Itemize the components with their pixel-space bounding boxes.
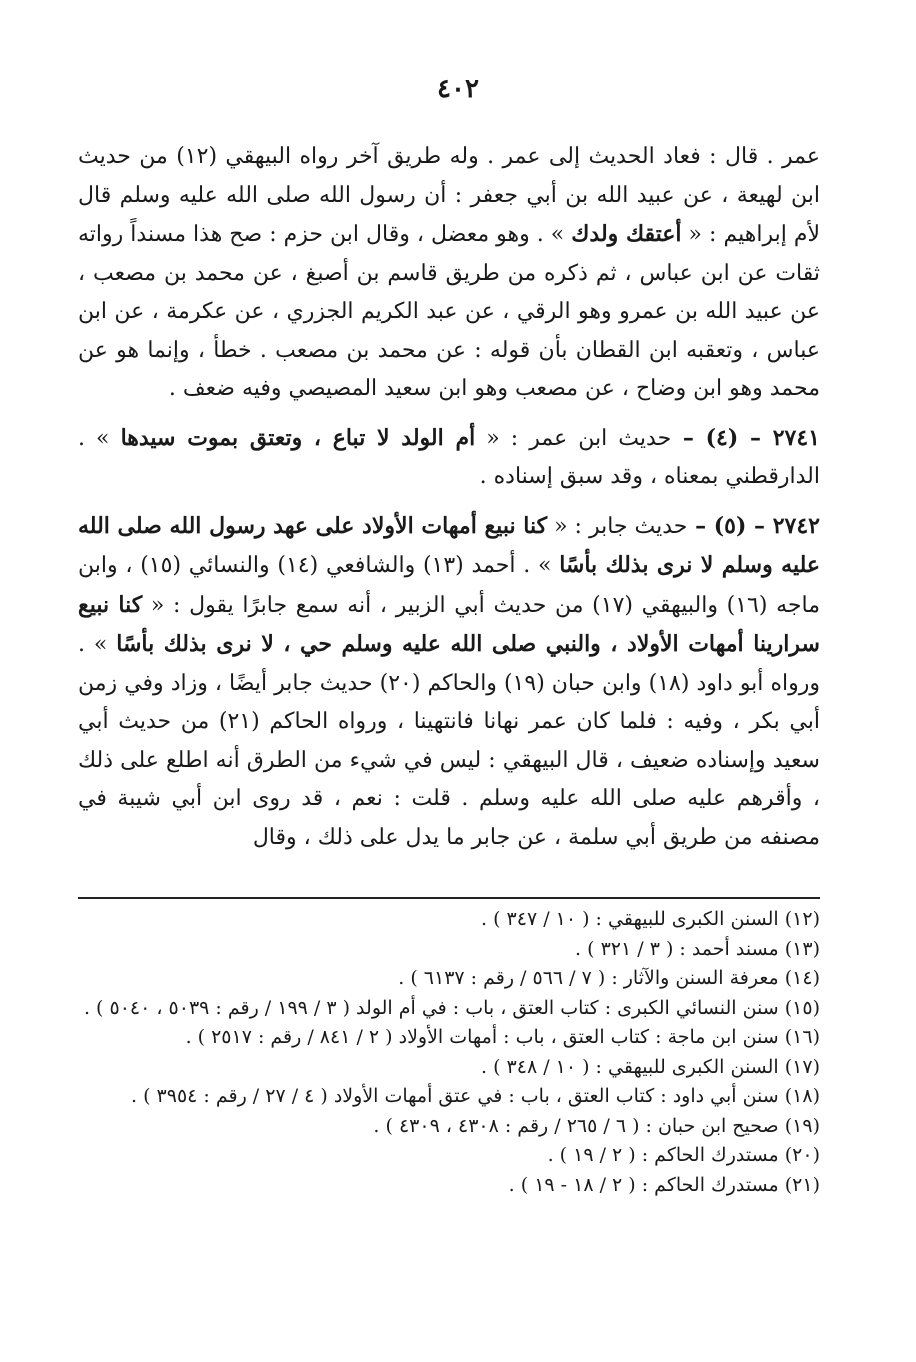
text-run: » . أحمد (١٣) والشافعي (١٤) والنسائي (١٥) ، وابن ماجه (١٦) والبيهقي (١٧) من حديث أبي الزبير ، أنه سمع جابرًا يقول : « — [78, 553, 820, 618]
footnote: (١٥) سنن النسائي الكبرى : كتاب العتق ، باب : في أم الولد ( ٣ / ١٩٩ / رقم : ٥٠٣٩ ، ٥٠٤٠ ) . — [83, 996, 820, 1019]
footnote: (٢١) مستدرك الحاكم : ( ٢ / ١٨ - ١٩ ) . — [508, 1173, 820, 1196]
text-run: عمر . قال : فعاد الحديث إلى عمر . وله طريق آخر رواه البيهقي (١٢) من حديث ابن لهيعة ، عن عبيد الله بن أبي جعفر : أن رسول الله صلى الله عليه وسلم قال لأم إبراهيم : « — [78, 144, 821, 247]
paragraph — [78, 419, 820, 497]
footnote: (١٨) سنن أبي داود : كتاب العتق ، باب : في عتق أمهات الأولاد ( ٤ / ٢٧ / رقم : ٣٩٥٤ ) . — [131, 1085, 820, 1107]
text-run: » . ورواه أبو داود (١٨) وابن حبان (١٩) والحاكم (٢٠) حديث جابر أيضًا ، وزاد وفي زمن أبي بكر ، وفيه : فلما كان عمر نهانا فانتهينا ، ورواه الحاكم (٢١) من حديث أبي سعيد وإسناده ضعيف ، قال البيهقي : ليس في شيء من الطرق أنه اطلع على ذلك ، وأقرهم عليه صلى الله عليه وسلم . قلت : نعم ، قد روى ابن أبي شيبة في مصنفه من طريق أبي سلمة ، عن جابر ما يدل على ذلك ، وقال — [78, 632, 820, 850]
main-text — [78, 138, 820, 867]
page-number: ٤٠٢ — [437, 74, 479, 104]
hadith-number: ٢٧٤٢ – (٥) – — [687, 512, 820, 539]
footnote: (١٤) معرفة السنن والآثار : ( ٧ / ٥٦٦ / رقم : ٦١٣٧ ) . — [398, 967, 820, 989]
hadith-quote: أم الولد لا تباع ، وتعتق بموت سيدها — [120, 424, 476, 451]
text-run: » . الدارقطني بمعناه ، وقد سبق إسناده . — [78, 425, 820, 489]
footnote-divider — [78, 897, 820, 899]
paragraph — [78, 138, 820, 409]
hadith-quote: كنا نبيع سرارينا أمهات الأولاد ، والنبي صلى الله عليه وسلم حي ، لا نرى بذلك بأسًا — [78, 591, 820, 657]
text-run: حديث جابر : « — [547, 513, 688, 539]
text-run: حديث ابن عمر : « — [475, 425, 672, 451]
footnote: (١٧) السنن الكبرى للبيهقي : ( ١٠ / ٣٤٨ ) . — [481, 1055, 820, 1078]
footnote: (١٦) سنن ابن ماجة : كتاب العتق ، باب : أمهات الأولاد ( ٢ / ٨٤١ / رقم : ٢٥١٧ ) . — [185, 1026, 820, 1048]
footnote: (٢٠) مستدرك الحاكم : ( ٢ / ١٩ ) . — [547, 1144, 820, 1166]
paragraph — [78, 507, 820, 858]
hadith-quote: أعتقك ولدك — [571, 221, 682, 247]
hadith-quote: كنا نبيع أمهات الأولاد على عهد رسول الله صلى الله عليه وسلم لا نرى بذلك بأسًا — [78, 512, 820, 578]
text-run: » . وهو معضل ، وقال ابن حزم : صح هذا مسنداً رواته ثقات عن ابن عباس ، ثم ذكره من طريق قاسم بن أصبغ ، عن محمد بن مصعب ، عن عبيد الله بن عمرو وهو الرقي ، عن عبد الكريم الجزري ، عن عكرمة ، عن ابن عباس ، وتعقبه ابن القطان بأن قوله : عن محمد بن مصعب . خطأ ، وإنما هو عن محمد وهو ابن وضاح ، عن مصعب وهو ابن سعيد المصيصي وفيه ضعف . — [78, 222, 820, 401]
footnotes — [78, 905, 820, 1200]
footnote: (١٢) السنن الكبرى للبيهقي : ( ١٠ / ٣٤٧ ) . — [481, 908, 820, 930]
hadith-number: ٢٧٤١ – (٤) – — [671, 424, 820, 451]
footnote: (١٣) مسند أحمد : ( ٣ / ٣٢١ ) . — [575, 937, 820, 960]
footnote: (١٩) صحيح ابن حبان : ( ٦ / ٢٦٥ / رقم : ٤٣٠٨ ، ٤٣٠٩ ) . — [373, 1114, 820, 1137]
